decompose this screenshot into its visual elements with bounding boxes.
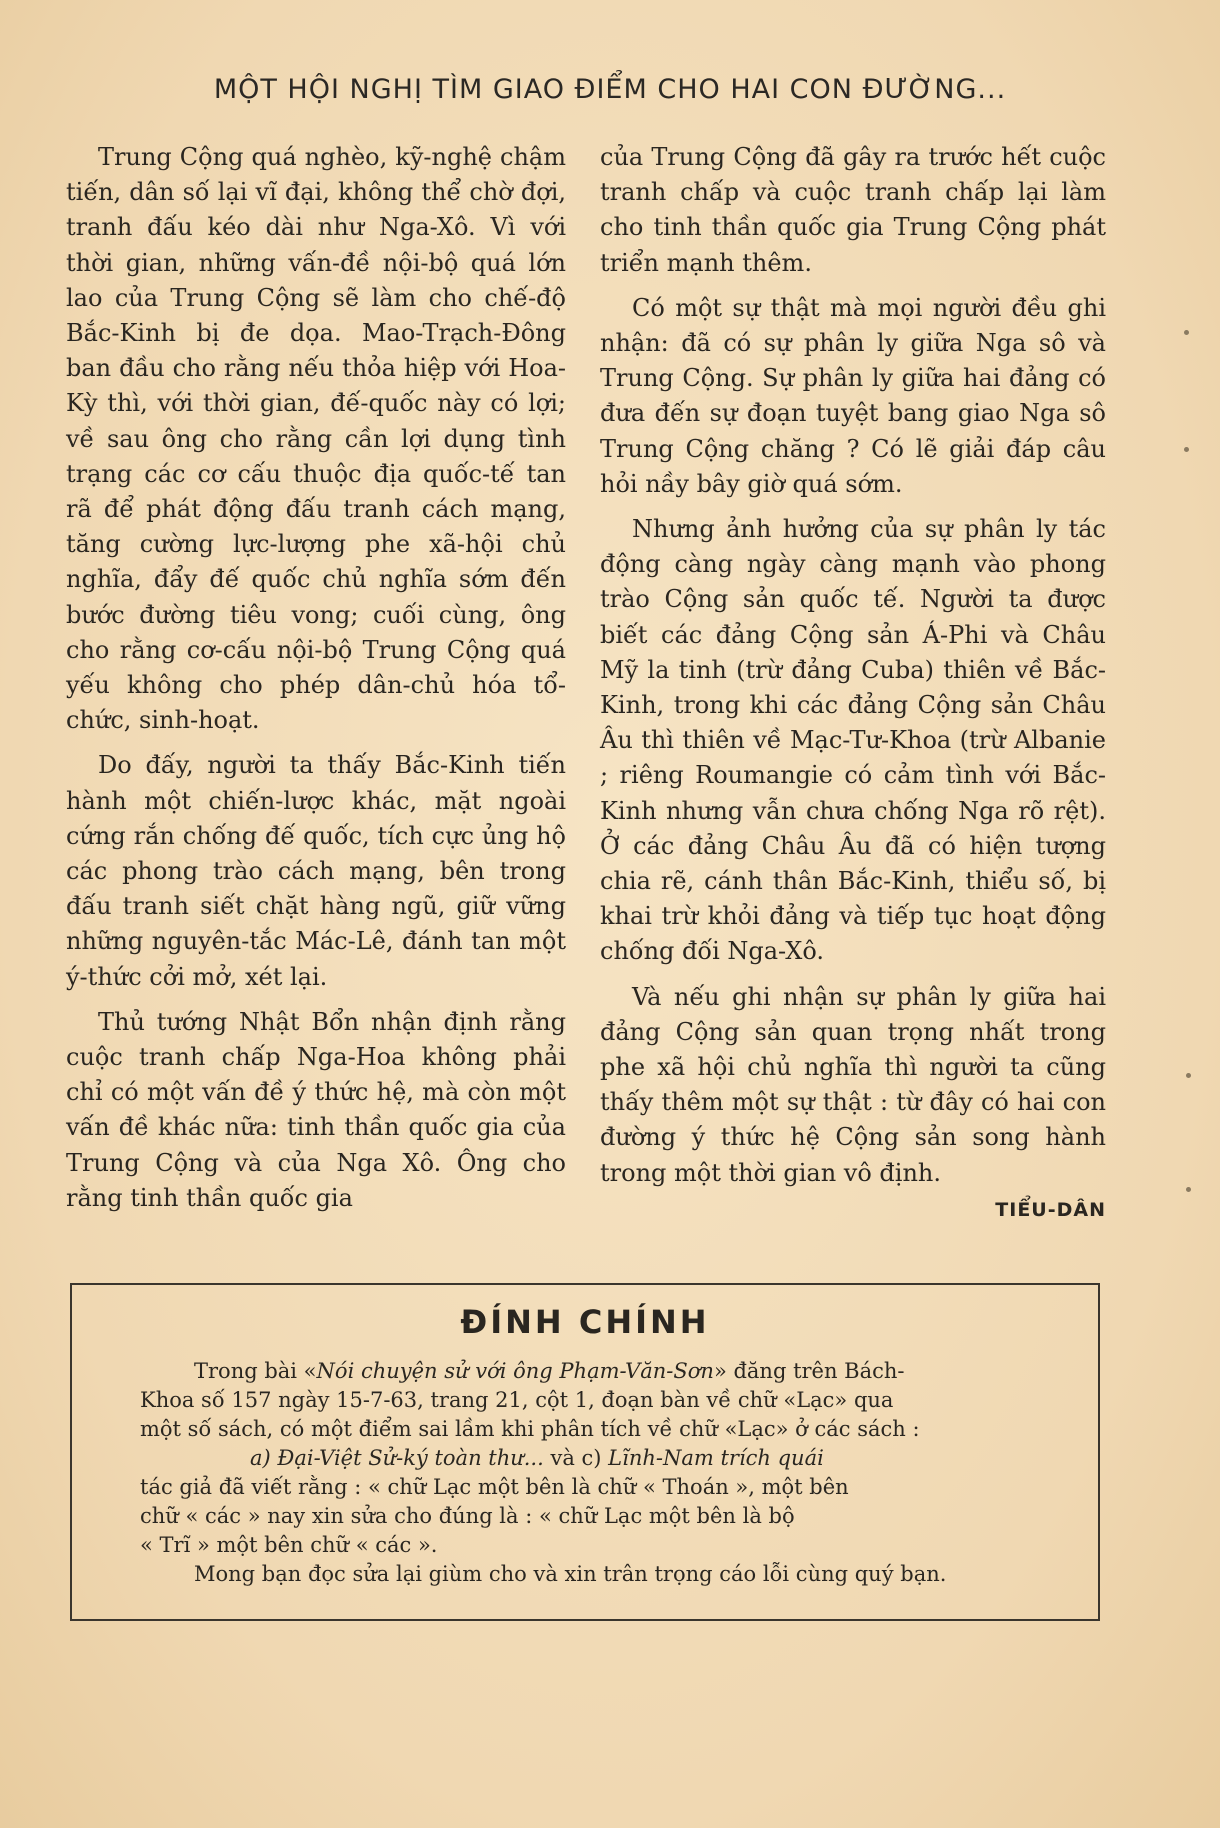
running-title: MỘT HỘI NGHỊ TÌM GIAO ĐIỂM CHO HAI CON ĐƯỜNG...	[213, 74, 1007, 105]
errata-line	[140, 1357, 1048, 1386]
cited-book-title: Đại-Việt Sử-ký toàn thư...	[277, 1446, 544, 1470]
paper-speck	[1186, 1073, 1191, 1078]
errata-line: Mong bạn đọc sửa lại giùm cho và xin trân trọng cáo lỗi cùng quý bạn.	[194, 1562, 947, 1586]
errata-box	[70, 1283, 1100, 1621]
errata-title: ĐÍNH CHÍNH	[460, 1303, 710, 1341]
paragraph: Có một sự thật mà mọi người đều ghi nhận: đã có sự phân ly giữa Nga sô và Trung Cộng. Sự phân ly giữa hai đảng có đưa đến sự đoạn tuyệt bang giao Nga sô Trung Cộng chăng ? Có lẽ giải đáp câu hỏi nầy bây giờ quá sớm.	[600, 293, 1106, 498]
paragraph-continuation: của Trung Cộng đã gây ra trước hết cuộc tranh chấp và cuộc tranh chấp lại làm cho tinh thần quốc gia Trung Cộng phát triển mạnh thêm.	[600, 143, 1106, 277]
errata-line: « Trĩ » một bên chữ « các ».	[140, 1533, 438, 1557]
paragraph: Do đấy, người ta thấy Bắc-Kinh tiến hành một chiến-lược khác, mặt ngoài cứng rắn chống đế quốc, tích cực ủng hộ các phong trào cách mạng, bên trong đấu tranh siết chặt hàng ngũ, giữ vững những nguyên-tắc Mác-Lê, đánh tan một ý-thức cởi mở, xét lại.	[66, 751, 566, 991]
errata-line: một số sách, có một điểm sai lầm khi phân tích về chữ «Lạc» ở các sách :	[140, 1417, 920, 1441]
cited-book-title: Lĩnh-Nam trích quái	[608, 1446, 824, 1470]
paragraph: Trung Cộng quá nghèo, kỹ-nghệ chậm tiến, dân số lại vĩ đại, không thể chờ đợi, tranh đấu kéo dài như Nga-Xô. Vì với thời gian, những vấn-đề nội-bộ quá lớn lao của Trung Cộng sẽ làm cho chế-độ Bắc-Kinh bị đe dọa. Mao-Trạch-Đông ban đầu cho rằng nếu thỏa hiệp với Hoa-Kỳ thì, với thời gian, đế-quốc này có lợi; về sau ông cho rằng cần lợi dụng tình trạng các cơ cấu thuộc địa quốc-tế tan rã để phát động đấu tranh cách mạng, tăng cường lực-lượng phe xã-hội chủ nghĩa, đẩy đế quốc chủ nghĩa sớm đến bước đường tiêu vong; cuối cùng, ông cho rằng cơ-cấu nội-bộ Trung Cộng quá yếu không cho phép dân-chủ hóa tổ-chức, sinh-hoạt.	[66, 143, 566, 735]
errata-text: Trong bài «	[194, 1359, 317, 1383]
paragraph: Nhưng ảnh hưởng của sự phân ly tác động càng ngày càng mạnh vào phong trào Cộng sản quốc tế. Người ta được biết các đảng Cộng sản Á-Phi và Châu Mỹ la tinh (trừ đảng Cuba) thiên về Bắc-Kinh, trong khi các đảng Cộng sản Châu Âu thì thiên về Mạc-Tư-Khoa (trừ Albanie ; riêng Roumangie có cảm tình với Bắc-Kinh nhưng vẫn chưa chống Nga rõ rệt). Ở các đảng Châu Âu đã có hiện tượng chia rẽ, cánh thân Bắc-Kinh, thiểu số, bị khai trừ khỏi đảng và tiếp tục hoạt động chống đối Nga-Xô.	[600, 515, 1106, 966]
errata-line	[140, 1444, 1048, 1473]
paragraph: Thủ tướng Nhật Bổn nhận định rằng cuộc tranh chấp Nga-Hoa không phải chỉ có một vấn đề ý thức hệ, mà còn một vấn đề khác nữa: tinh thần quốc gia của Trung Cộng và của Nga Xô. Ông cho rằng tinh thần quốc gia	[66, 1007, 566, 1212]
paper-speck	[1186, 1187, 1191, 1192]
article-left-column	[66, 140, 566, 1226]
errata-line: Khoa số 157 ngày 15-7-63, trang 21, cột 1, đoạn bàn về chữ «Lạc» qua	[140, 1388, 894, 1412]
errata-text: và c)	[543, 1446, 609, 1470]
errata-text: » đăng trên Bách-	[713, 1359, 905, 1383]
errata-text: a)	[250, 1446, 278, 1470]
errata-line: chữ « các » nay xin sửa cho đúng là : « chữ Lạc một bên là bộ	[140, 1504, 795, 1528]
errata-line: tác giả đã viết rằng : « chữ Lạc một bên là chữ « Thoán », một bên	[140, 1475, 849, 1499]
article-right-column	[600, 140, 1106, 1228]
paper-speck	[1184, 330, 1189, 335]
paragraph: Và nếu ghi nhận sự phân ly giữa hai đảng Cộng sản quan trọng nhất trong phe xã hội chủ nghĩa thì người ta cũng thấy thêm một sự thật : từ đây có hai con đường ý thức hệ Cộng sản song hành trong một thời gian vô định.	[600, 982, 1106, 1187]
author-signature: TIỂU-DÂN	[995, 1198, 1106, 1221]
errata-body	[140, 1357, 1048, 1589]
cited-article-title: Nói chuyện sử với ông Phạm-Văn-Sơn	[316, 1359, 714, 1383]
paper-speck	[1184, 447, 1189, 452]
